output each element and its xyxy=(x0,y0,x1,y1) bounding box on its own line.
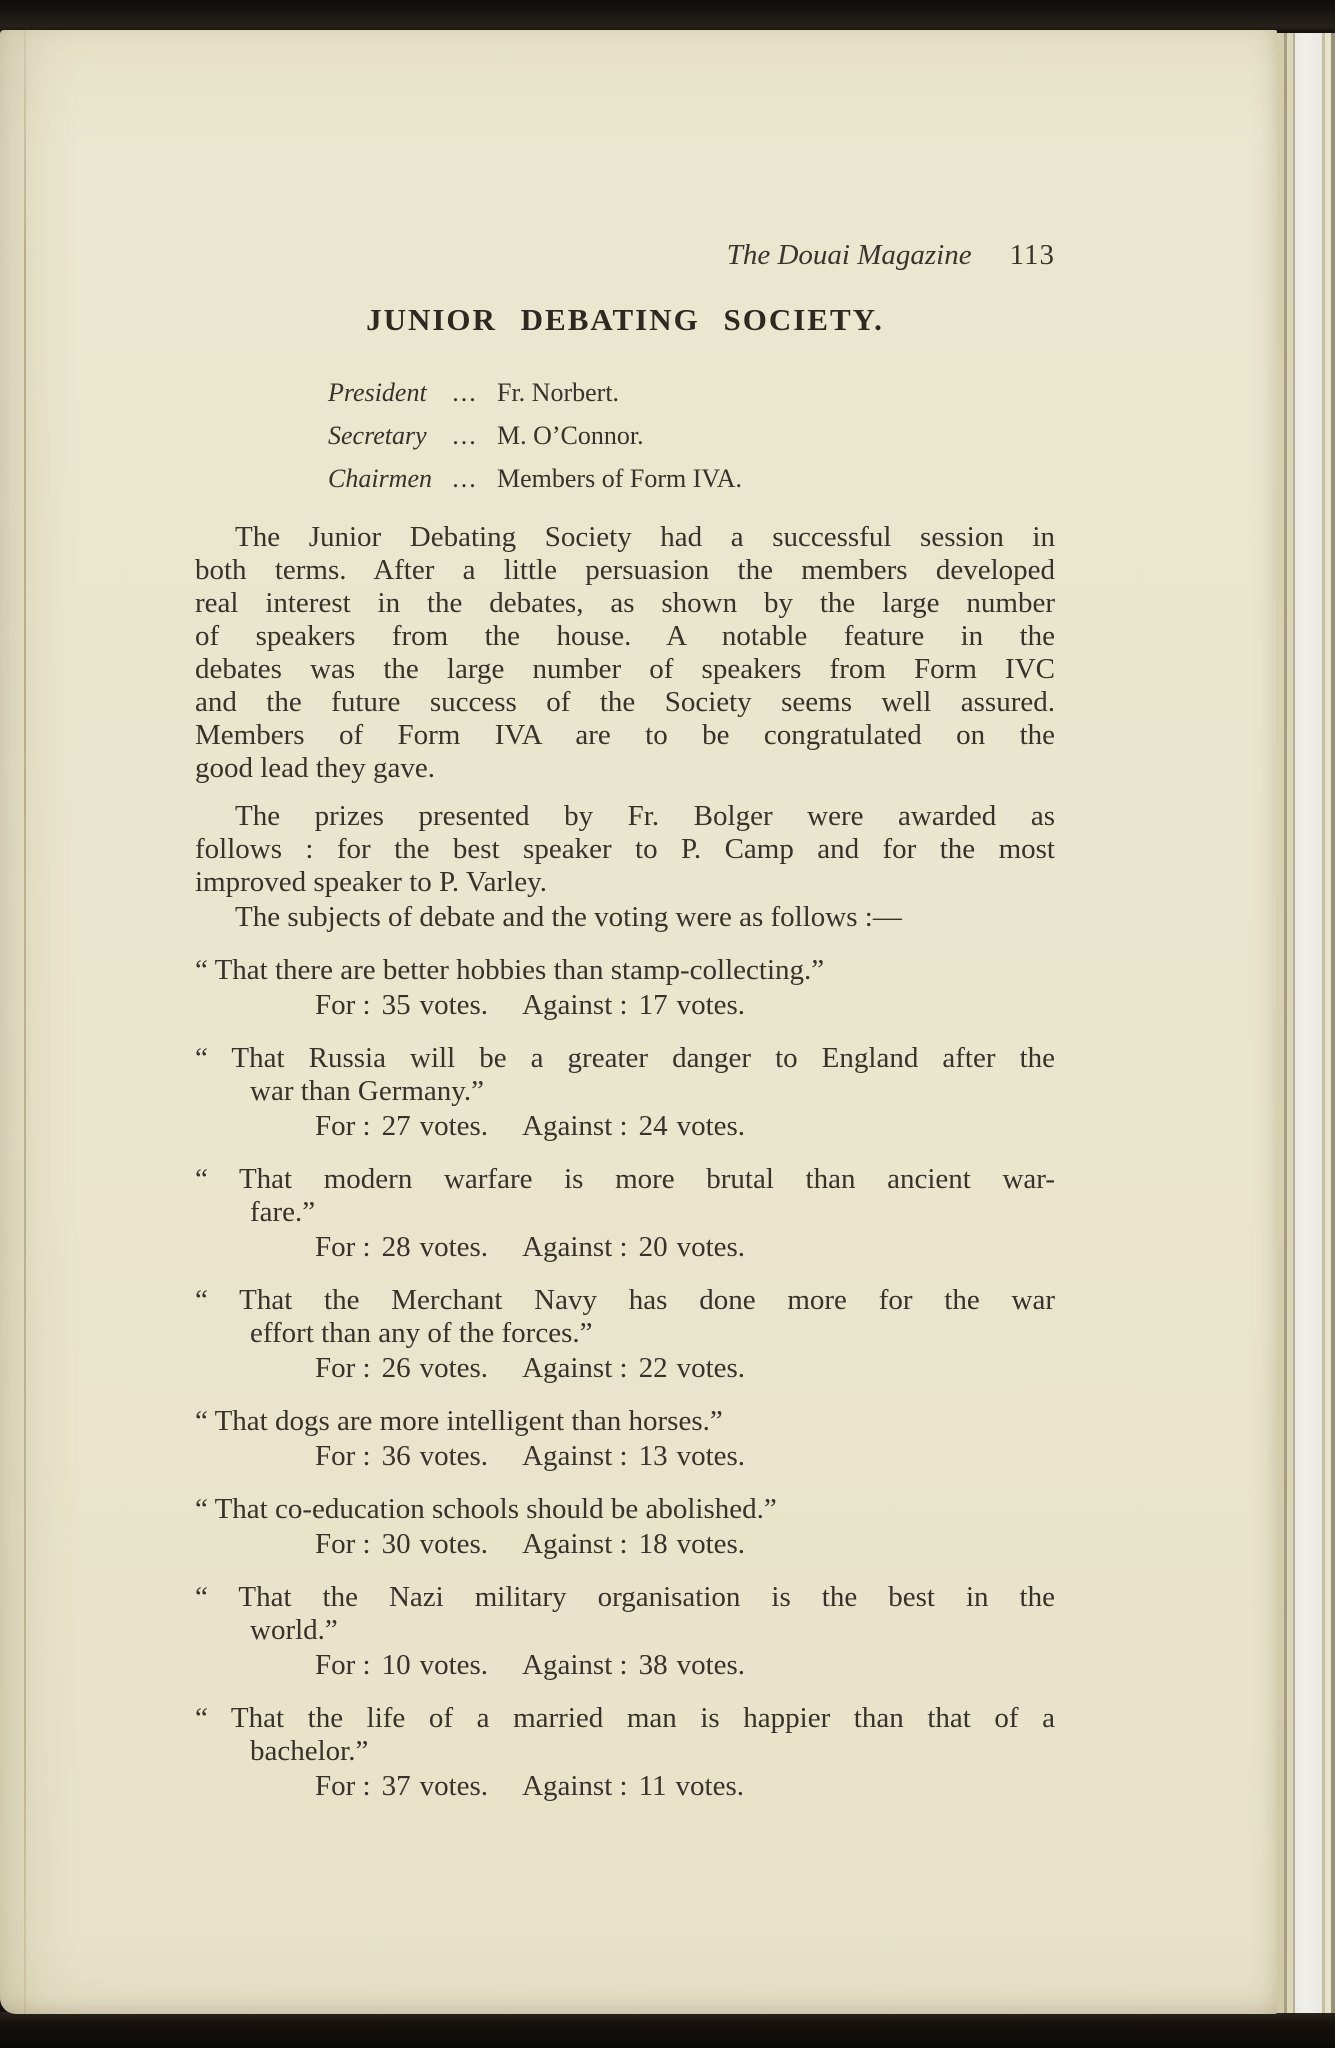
debate-motion xyxy=(195,1405,1055,1473)
motion-text-line: “ That modern warfare is more brutal than ancient war- xyxy=(195,1163,1055,1195)
paragraph-line: both terms. After a little persuasion the members developed xyxy=(195,554,1055,586)
votes-word: votes. xyxy=(676,989,746,1021)
motion-text-line: world.” xyxy=(250,1614,338,1646)
motion-text xyxy=(195,1405,1055,1438)
page-edge-strip xyxy=(1277,33,1284,2013)
vote-against-count: 22 xyxy=(638,1352,668,1384)
officer-role-label: Secretary xyxy=(328,421,427,450)
votes-word: votes. xyxy=(419,1528,489,1560)
paragraph xyxy=(195,901,1055,934)
officer-name-value: M. O’Connor. xyxy=(497,421,644,450)
officer-row xyxy=(328,421,1055,451)
votes-word: votes. xyxy=(676,1110,746,1142)
motion-text-line: “ That the life of a married man is happier than that of a xyxy=(195,1702,1055,1734)
motion-text-line: effort than any of the forces.” xyxy=(250,1317,593,1349)
book-cover-edge-top xyxy=(0,0,1335,31)
motion-text-line: “ That there are better hobbies than stamp-collecting.” xyxy=(195,954,825,986)
vote-for-label: For : xyxy=(315,1110,371,1142)
motion-text-line: war than Germany.” xyxy=(250,1075,485,1107)
fore-edge-white-strip xyxy=(1295,33,1322,2013)
vote-against-label: Against : xyxy=(522,1352,628,1384)
paragraph-line: good lead they gave. xyxy=(195,752,435,784)
votes-word: votes. xyxy=(676,1440,746,1472)
officer-role-label: President xyxy=(328,378,427,407)
vote-for-count: 10 xyxy=(381,1649,411,1681)
votes-word: votes. xyxy=(676,1231,746,1263)
paragraph-line: Members of Form IVA are to be congratulated on the xyxy=(195,719,1055,751)
motion-text-line: fare.” xyxy=(250,1196,316,1228)
votes-word: votes. xyxy=(676,1649,746,1681)
vote-results-line xyxy=(195,1231,1055,1264)
officer-dots-separator: ... xyxy=(452,378,478,407)
vote-for-label: For : xyxy=(315,1649,371,1681)
votes-word: votes. xyxy=(676,1528,746,1560)
vote-against-label: Against : xyxy=(522,1231,628,1263)
debate-motion xyxy=(195,1042,1055,1143)
vote-results-line xyxy=(195,1528,1055,1561)
vote-for-label: For : xyxy=(315,1440,371,1472)
motion-text xyxy=(195,1163,1055,1229)
paragraph-line: real interest in the debates, as shown by the large number xyxy=(195,587,1055,619)
debate-motion xyxy=(195,1702,1055,1803)
motion-text-line: “ That Russia will be a greater danger to England after the xyxy=(195,1042,1055,1074)
motion-text-line: “ That the Nazi military organisation is the best in the xyxy=(195,1581,1055,1613)
page-gutter-fold xyxy=(24,30,26,2014)
debate-motions-list xyxy=(195,954,1055,1803)
vote-for-count: 37 xyxy=(381,1770,411,1802)
officers-list xyxy=(328,378,1055,494)
body-paragraphs xyxy=(195,521,1055,934)
debate-motion xyxy=(195,1581,1055,1682)
vote-results-line xyxy=(195,1440,1055,1473)
motion-text-line: “ That co-education schools should be abolished.” xyxy=(195,1493,777,1525)
vote-against-count: 18 xyxy=(638,1528,668,1560)
votes-word: votes. xyxy=(419,1231,489,1263)
paragraph xyxy=(195,521,1055,785)
vote-results-line xyxy=(195,1110,1055,1143)
vote-results-line xyxy=(195,1352,1055,1385)
vote-against-label: Against : xyxy=(522,1770,628,1802)
debate-motion xyxy=(195,1493,1055,1561)
vote-for-label: For : xyxy=(315,989,371,1021)
vote-against-count: 17 xyxy=(638,989,668,1021)
votes-word: votes. xyxy=(419,1770,489,1802)
vote-against-count: 24 xyxy=(638,1110,668,1142)
vote-against-label: Against : xyxy=(522,1649,628,1681)
magazine-title: The Douai Magazine xyxy=(726,239,972,271)
vote-against-label: Against : xyxy=(522,1528,628,1560)
motion-text xyxy=(195,1284,1055,1350)
motion-text xyxy=(195,1042,1055,1108)
running-header xyxy=(195,238,1055,272)
votes-word: votes. xyxy=(419,1440,489,1472)
page-text-block xyxy=(195,238,1055,1803)
vote-for-label: For : xyxy=(315,1352,371,1384)
motion-text xyxy=(195,1581,1055,1647)
vote-against-count: 13 xyxy=(638,1440,668,1472)
motion-text-line: “ That dogs are more intelligent than horses.” xyxy=(195,1405,723,1437)
votes-word: votes. xyxy=(419,1352,489,1384)
vote-results-line xyxy=(195,1649,1055,1682)
votes-word: votes. xyxy=(675,1770,744,1802)
votes-word: votes. xyxy=(419,1649,489,1681)
votes-word: votes. xyxy=(419,1110,489,1142)
vote-against-count: 38 xyxy=(638,1649,668,1681)
vote-for-label: For : xyxy=(315,1770,371,1802)
vote-for-label: For : xyxy=(315,1231,371,1263)
motion-text xyxy=(195,954,1055,987)
page-edge-strip xyxy=(1331,33,1335,2013)
motion-text-line: bachelor.” xyxy=(250,1735,369,1767)
paragraph-line: improved speaker to P. Varley. xyxy=(195,866,547,898)
vote-results-line xyxy=(195,1770,1055,1803)
motion-text xyxy=(195,1493,1055,1526)
vote-for-count: 35 xyxy=(381,989,411,1021)
page-number: 113 xyxy=(1009,239,1055,271)
officer-row xyxy=(328,464,1055,494)
vote-results-line xyxy=(195,989,1055,1022)
debate-motion xyxy=(195,1163,1055,1264)
paragraph-line: The subjects of debate and the voting were as follows :— xyxy=(235,901,902,933)
vote-for-count: 36 xyxy=(381,1440,411,1472)
paragraph-line: debates was the large number of speakers from Form IVC xyxy=(195,653,1055,685)
vote-for-count: 26 xyxy=(381,1352,411,1384)
officer-dots-separator: ... xyxy=(452,421,478,450)
vote-for-count: 28 xyxy=(381,1231,411,1263)
officer-name-value: Fr. Norbert. xyxy=(497,378,620,407)
debate-motion xyxy=(195,954,1055,1022)
votes-word: votes. xyxy=(676,1352,746,1384)
officer-role-label: Chairmen xyxy=(328,464,432,493)
vote-against-label: Against : xyxy=(522,1440,628,1472)
officer-name-value: Members of Form IVA. xyxy=(497,464,743,493)
motion-text-line: “ That the Merchant Navy has done more for the war xyxy=(195,1284,1055,1316)
officer-row xyxy=(328,378,1055,408)
paragraph xyxy=(195,800,1055,899)
vote-for-count: 30 xyxy=(381,1528,411,1560)
book-cover-edge-bottom xyxy=(0,2012,1335,2048)
paragraph-line: The Junior Debating Society had a successful session in xyxy=(235,521,1055,553)
paragraph-line: of speakers from the house. A notable feature in the xyxy=(195,620,1055,652)
paragraph-line: and the future success of the Society seems well assured. xyxy=(195,686,1055,718)
votes-word: votes. xyxy=(419,989,489,1021)
motion-text xyxy=(195,1702,1055,1768)
vote-for-label: For : xyxy=(315,1528,371,1560)
vote-against-label: Against : xyxy=(522,1110,628,1142)
officer-dots-separator: ... xyxy=(452,464,478,493)
vote-against-label: Against : xyxy=(522,989,628,1021)
debate-motion xyxy=(195,1284,1055,1385)
vote-against-count: 20 xyxy=(638,1231,668,1263)
paragraph-line: follows : for the best speaker to P. Camp and for the most xyxy=(195,833,1055,865)
magazine-page xyxy=(0,30,1277,2014)
vote-against-count: 11 xyxy=(638,1770,667,1802)
paragraph-line: The prizes presented by Fr. Bolger were awarded as xyxy=(235,800,1055,832)
book-page-edges xyxy=(1277,33,1335,2013)
vote-for-count: 27 xyxy=(381,1110,411,1142)
section-heading: JUNIOR DEBATING SOCIETY. xyxy=(366,302,884,337)
